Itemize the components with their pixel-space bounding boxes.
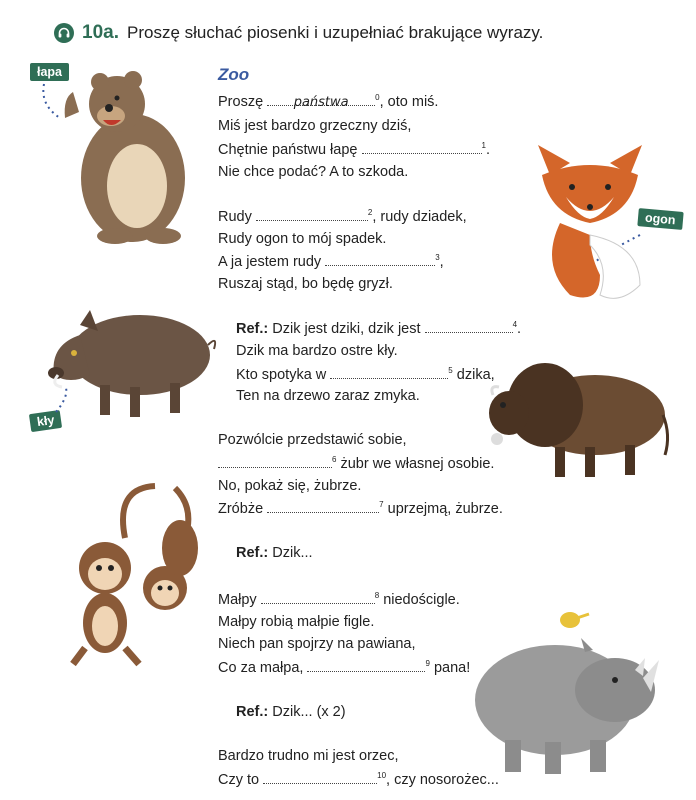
- fox-illustration: [530, 145, 660, 305]
- monkeys-illustration: [55, 478, 225, 668]
- song-line: Ref.: Dzik jest dziki, dzik jest $^4$.: [236, 320, 522, 337]
- song-line: Proszę państwa $^0$, oto miś.: [218, 93, 439, 110]
- song-line: Ten na drzewo zaraz zmyka.: [236, 388, 420, 404]
- song-line: $^6$ żubr we własnej osobie.: [218, 455, 494, 472]
- song-line: Małpy robią małpie figle.: [218, 614, 375, 630]
- song-line: Czy to $^{10}$, czy nosorożec...: [218, 771, 499, 788]
- exercise-instruction: Proszę słuchać piosenki i uzupełniać brakujące wyrazy.: [126, 23, 544, 42]
- song-line: Pozwólcie przedstawić sobie,: [218, 432, 407, 448]
- song-title: Zoo: [218, 65, 250, 84]
- song-line: Co za małpa, $^9$ pana!: [218, 659, 471, 676]
- song-line: Rudy ogon to mój spadek.: [218, 231, 387, 247]
- label-kly: kły: [29, 410, 63, 432]
- answer-example: państwa: [267, 94, 375, 106]
- song-line: Chętnie państwu łapę $^1$.: [218, 141, 490, 158]
- rhino-illustration: [465, 600, 665, 780]
- label-ogon: ogon: [637, 208, 683, 230]
- song-line: Rudy $^2$, rudy dziadek,: [218, 208, 467, 225]
- song-line: No, pokaż się, żubrze.: [218, 478, 362, 494]
- label-lapa: łapa: [30, 63, 69, 81]
- boar-illustration: [40, 305, 220, 425]
- song-line: A ja jestem rudy $^3$,: [218, 253, 444, 270]
- song-line: Nie chce podać? A to szkoda.: [218, 164, 409, 180]
- song-line: Ruszaj stąd, bo będę gryzł.: [218, 276, 393, 292]
- song-line: Małpy $^8$ niedościgle.: [218, 591, 460, 608]
- song-line: Kto spotyka w $^5$ dzika,: [236, 366, 495, 383]
- song-line: Niech pan spojrzy na pawiana,: [218, 636, 416, 652]
- song-line: Bardzo trudno mi jest orzec,: [218, 748, 399, 764]
- song-line: Zróbże $^7$ uprzejmą, żubrze.: [218, 500, 503, 517]
- exercise-number: 10a.: [82, 22, 119, 43]
- song-line: Ref.: Dzik...: [236, 545, 313, 561]
- song-line: Ref.: Dzik... (x 2): [236, 704, 346, 720]
- song-line: Miś jest bardzo grzeczny dziś,: [218, 118, 412, 134]
- bison-illustration: [485, 355, 675, 485]
- bear-illustration: [55, 68, 195, 248]
- song-line: Dzik ma bardzo ostre kły.: [236, 343, 398, 359]
